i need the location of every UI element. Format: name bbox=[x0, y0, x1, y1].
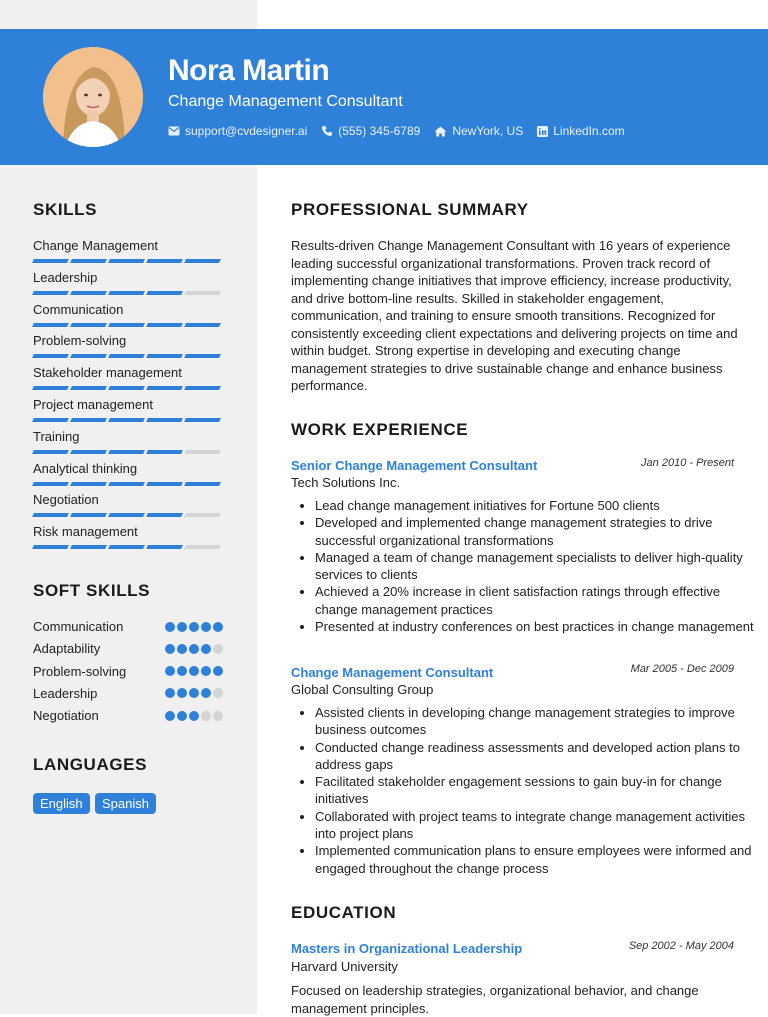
soft-skill-label: Communication bbox=[33, 619, 124, 634]
candidate-title: Change Management Consultant bbox=[168, 93, 403, 110]
skill-level-segment bbox=[70, 291, 107, 295]
skill-level-bar bbox=[33, 323, 223, 327]
job-bullets bbox=[291, 704, 765, 877]
skill-level-segment bbox=[70, 482, 107, 486]
company-name: Tech Solutions Inc. bbox=[291, 475, 401, 490]
contact-location-text: NewYork, US bbox=[452, 124, 524, 138]
skill-level-segment bbox=[70, 386, 107, 390]
rating-dot bbox=[177, 622, 187, 632]
skill-level-segment bbox=[108, 354, 145, 358]
rating-dot bbox=[177, 688, 187, 698]
skill-level-bar bbox=[33, 418, 223, 422]
list-item: • Developed and implemented change management strategies to drive successful organizational transformations bbox=[315, 514, 765, 549]
skill-level-segment bbox=[108, 450, 145, 454]
skill-level-segment bbox=[70, 513, 107, 517]
soft-skill-item bbox=[33, 708, 223, 723]
rating-dot bbox=[213, 644, 223, 654]
skill-level-segment bbox=[146, 291, 183, 295]
rating-dot bbox=[165, 666, 175, 676]
skill-level-bar bbox=[33, 513, 223, 517]
skill-level-segment bbox=[184, 513, 221, 517]
rating-dot bbox=[165, 622, 175, 632]
skill-label: Negotiation bbox=[33, 492, 99, 508]
company-name: Global Consulting Group bbox=[291, 682, 434, 697]
list-item: • Facilitated stakeholder engagement sessions to gain buy-in for change initiatives bbox=[315, 773, 765, 808]
list-item: • Lead change management initiatives for Fortune 500 clients bbox=[315, 497, 765, 514]
skill-level-bar bbox=[33, 354, 223, 358]
skill-label: Leadership bbox=[33, 269, 98, 285]
education-text: Focused on leadership strategies, organizational behavior, and change management principles. bbox=[291, 983, 699, 1016]
skill-level-segment bbox=[146, 354, 183, 358]
skill-level-segment bbox=[32, 386, 69, 390]
skill-level-segment bbox=[146, 513, 183, 517]
skill-level-segment bbox=[108, 291, 145, 295]
skill-level-segment bbox=[184, 354, 221, 358]
school-name: Harvard University bbox=[291, 959, 398, 974]
skill-level-segment bbox=[108, 545, 145, 549]
soft-skills-heading: SOFT SKILLS bbox=[33, 581, 151, 600]
skill-level-segment bbox=[32, 354, 69, 358]
skill-level-segment bbox=[32, 513, 69, 517]
skill-item bbox=[33, 333, 223, 358]
soft-skill-item bbox=[33, 619, 223, 634]
degree-title: Masters in Organizational Leadership bbox=[291, 941, 523, 956]
job-bullets bbox=[291, 497, 765, 635]
skill-level-segment bbox=[184, 386, 221, 390]
contact-phone-text: (555) 345-6789 bbox=[338, 124, 421, 138]
list-item: • Achieved a 20% increase in client satisfaction ratings through effective change management practices bbox=[315, 583, 765, 618]
skill-level-segment bbox=[108, 418, 145, 422]
language-badge: Spanish bbox=[95, 793, 156, 814]
rating-dot bbox=[189, 666, 199, 676]
skill-label: Analytical thinking bbox=[33, 460, 138, 476]
skill-level-segment bbox=[146, 418, 183, 422]
skill-level-segment bbox=[70, 354, 107, 358]
rating-dot bbox=[165, 644, 175, 654]
contact-list bbox=[168, 124, 625, 138]
skill-item bbox=[33, 238, 223, 263]
soft-skill-label: Problem-solving bbox=[33, 663, 127, 679]
skill-item bbox=[33, 524, 223, 549]
soft-skill-item bbox=[33, 641, 223, 656]
contact-phone[interactable] bbox=[321, 124, 420, 138]
skill-level-segment bbox=[32, 418, 69, 422]
rating-dot bbox=[189, 711, 199, 721]
skill-label: Stakeholder management bbox=[33, 365, 182, 381]
skill-level-segment bbox=[108, 259, 145, 263]
rating-dot bbox=[201, 666, 211, 676]
rating-dot bbox=[189, 622, 199, 632]
contact-linkedin[interactable] bbox=[537, 124, 624, 138]
soft-skill-label: Adaptability bbox=[33, 641, 101, 657]
profile-photo bbox=[43, 47, 143, 147]
skill-level-segment bbox=[70, 545, 107, 549]
languages-heading: LANGUAGES bbox=[33, 755, 148, 774]
skills-heading: SKILLS bbox=[33, 200, 98, 219]
rating-dot bbox=[189, 688, 199, 698]
list-item: • Implemented communication plans to ensure employees were informed and engaged throughout the change process bbox=[315, 842, 765, 877]
skill-level-segment bbox=[184, 450, 221, 454]
skill-level-segment bbox=[146, 450, 183, 454]
home-icon bbox=[434, 126, 447, 137]
soft-skill-label: Leadership bbox=[33, 685, 98, 701]
contact-email-text: support@cvdesigner.ai bbox=[185, 124, 308, 138]
skill-level-bar bbox=[33, 386, 223, 390]
skill-level-segment bbox=[146, 259, 183, 263]
skill-level-segment bbox=[32, 545, 69, 549]
job-title: Senior Change Management Consultant bbox=[291, 458, 538, 473]
soft-skill-rating bbox=[165, 666, 223, 676]
skill-item bbox=[33, 429, 223, 454]
skill-level-segment bbox=[70, 259, 107, 263]
skill-level-segment bbox=[108, 482, 145, 486]
list-item: • Assisted clients in developing change management strategies to improve business outcomes bbox=[315, 704, 765, 739]
list-item: • Conducted change readiness assessments and developed action plans to address gaps bbox=[315, 739, 765, 774]
soft-skill-item bbox=[33, 664, 223, 679]
education-date: Sep 2002 - May 2004 bbox=[628, 940, 734, 952]
rating-dot bbox=[201, 688, 211, 698]
summary-text: Results-driven Change Management Consultant with 16 years of experience leading successful organizational transformations. Proven track record of implementing change initiatives that improve efficiency, increase productivity, and drive bottom-line results. Skilled in stakeholder engagement, communication, and training to ensure smooth transitions. Recognized for consistently exceeding client expectations and delivering projects on time and within budget. Strong expertise in developing and executing change management strategies to drive sustainable change and enhance business performance. bbox=[291, 238, 738, 393]
contact-email[interactable] bbox=[168, 124, 307, 138]
skill-level-segment bbox=[184, 323, 221, 327]
skill-level-segment bbox=[70, 450, 107, 454]
rating-dot bbox=[189, 644, 199, 654]
language-badge: English bbox=[33, 793, 90, 814]
skill-item bbox=[33, 365, 223, 390]
skill-level-segment bbox=[146, 545, 183, 549]
job-date: Jan 2010 - Present bbox=[641, 457, 734, 469]
list-item: • Presented at industry conferences on best practices in change management bbox=[315, 618, 765, 635]
skill-level-segment bbox=[32, 450, 69, 454]
phone-icon bbox=[321, 125, 333, 137]
list-item: • Managed a team of change management specialists to deliver high-quality services to clients bbox=[315, 549, 765, 584]
soft-skill-item bbox=[33, 686, 223, 701]
skill-label: Training bbox=[33, 428, 80, 444]
skill-item bbox=[33, 302, 223, 327]
skill-level-bar bbox=[33, 482, 223, 486]
soft-skill-rating bbox=[165, 688, 223, 698]
rating-dot bbox=[165, 688, 175, 698]
rating-dot bbox=[177, 711, 187, 721]
linkedin-icon bbox=[537, 126, 548, 137]
skill-level-segment bbox=[32, 259, 69, 263]
skill-label: Problem-solving bbox=[33, 333, 127, 349]
skill-level-segment bbox=[70, 418, 107, 422]
skill-label: Change Management bbox=[33, 238, 159, 253]
contact-linkedin-text: LinkedIn.com bbox=[553, 124, 625, 138]
experience-heading: WORK EXPERIENCE bbox=[291, 420, 469, 439]
rating-dot bbox=[177, 644, 187, 654]
skill-label: Risk management bbox=[33, 524, 138, 540]
rating-dot bbox=[177, 666, 187, 676]
rating-dot bbox=[213, 622, 223, 632]
skill-level-segment bbox=[108, 513, 145, 517]
skill-level-segment bbox=[184, 259, 221, 263]
skill-level-segment bbox=[32, 291, 69, 295]
skill-level-bar bbox=[33, 545, 223, 549]
skill-level-segment bbox=[108, 323, 145, 327]
skill-level-segment bbox=[32, 323, 69, 327]
skill-level-segment bbox=[108, 386, 145, 390]
rating-dot bbox=[201, 711, 211, 721]
job-date: Mar 2005 - Dec 2009 bbox=[630, 663, 734, 675]
skill-level-segment bbox=[146, 482, 183, 486]
rating-dot bbox=[165, 711, 175, 721]
education-heading: EDUCATION bbox=[291, 903, 397, 922]
summary-heading: PROFESSIONAL SUMMARY bbox=[291, 200, 529, 219]
skill-level-segment bbox=[32, 482, 69, 486]
contact-location bbox=[434, 124, 523, 138]
job-title: Change Management Consultant bbox=[291, 665, 494, 680]
rating-dot bbox=[213, 666, 223, 676]
skill-item bbox=[33, 461, 223, 486]
skill-level-segment bbox=[184, 418, 221, 422]
skill-level-segment bbox=[184, 545, 221, 549]
skill-level-bar bbox=[33, 450, 223, 454]
list-item: • Collaborated with project teams to integrate change management activities into project plans bbox=[315, 808, 765, 843]
skill-level-segment bbox=[184, 291, 221, 295]
skill-item bbox=[33, 492, 223, 517]
candidate-name: Nora Martin bbox=[168, 54, 330, 87]
skill-label: Project management bbox=[33, 397, 153, 412]
soft-skill-label: Negotiation bbox=[33, 708, 99, 724]
soft-skill-rating bbox=[165, 622, 223, 632]
soft-skill-rating bbox=[165, 644, 223, 654]
skill-level-bar bbox=[33, 291, 223, 295]
rating-dot bbox=[213, 688, 223, 698]
rating-dot bbox=[201, 644, 211, 654]
mail-icon bbox=[168, 126, 180, 136]
skill-item bbox=[33, 270, 223, 295]
skill-level-segment bbox=[146, 323, 183, 327]
skill-level-bar bbox=[33, 259, 223, 263]
skill-level-segment bbox=[184, 482, 221, 486]
skill-label: Communication bbox=[33, 301, 124, 317]
rating-dot bbox=[213, 711, 223, 721]
skill-item bbox=[33, 397, 223, 422]
rating-dot bbox=[201, 622, 211, 632]
soft-skill-rating bbox=[165, 711, 223, 721]
skill-level-segment bbox=[70, 323, 107, 327]
skill-level-segment bbox=[146, 386, 183, 390]
